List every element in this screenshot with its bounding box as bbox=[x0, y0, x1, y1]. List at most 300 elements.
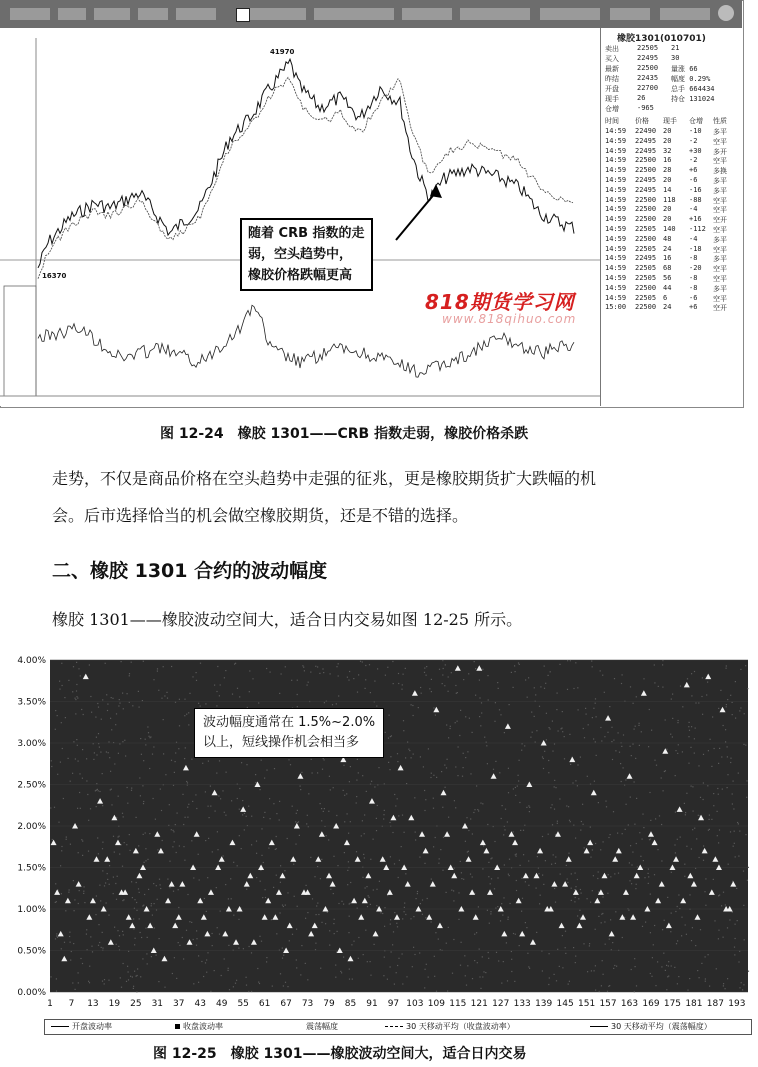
body-paragraph: 橡胶 1301——橡胶波动空间大，适合日内交易如图 12-25 所示。 bbox=[52, 610, 523, 629]
background-speckle bbox=[431, 879, 432, 880]
background-speckle bbox=[475, 695, 476, 696]
background-speckle bbox=[521, 911, 522, 912]
background-speckle bbox=[508, 792, 509, 793]
background-speckle bbox=[435, 715, 436, 716]
background-speckle bbox=[365, 665, 366, 666]
menu-item[interactable] bbox=[540, 8, 600, 20]
background-speckle bbox=[350, 882, 351, 883]
background-speckle bbox=[75, 699, 76, 700]
background-speckle bbox=[329, 776, 330, 777]
background-speckle bbox=[691, 848, 692, 849]
menu-item[interactable] bbox=[460, 8, 530, 20]
background-speckle bbox=[366, 886, 367, 887]
background-speckle bbox=[446, 943, 447, 944]
background-speckle bbox=[425, 799, 426, 800]
background-speckle bbox=[491, 878, 492, 879]
background-speckle bbox=[578, 709, 579, 710]
background-speckle bbox=[198, 703, 199, 704]
background-speckle bbox=[337, 865, 338, 866]
background-speckle bbox=[584, 737, 585, 738]
square-marker-icon bbox=[175, 1024, 180, 1029]
background-speckle bbox=[90, 936, 91, 937]
background-speckle bbox=[582, 804, 583, 805]
background-speckle bbox=[323, 672, 324, 673]
background-speckle bbox=[105, 663, 106, 664]
background-speckle bbox=[118, 705, 119, 706]
background-speckle bbox=[297, 694, 298, 695]
background-speckle bbox=[225, 884, 226, 885]
y-tick-label: 1.50% bbox=[17, 863, 46, 874]
background-speckle bbox=[608, 837, 609, 838]
background-speckle bbox=[728, 864, 729, 865]
background-speckle bbox=[450, 726, 451, 727]
tick-row[interactable] bbox=[605, 137, 739, 147]
background-speckle bbox=[650, 820, 651, 821]
background-speckle bbox=[390, 856, 391, 857]
background-speckle bbox=[573, 825, 574, 826]
background-speckle bbox=[694, 738, 695, 739]
background-speckle bbox=[587, 898, 588, 899]
background-speckle bbox=[493, 769, 494, 770]
quote-cell: 22700 bbox=[637, 84, 659, 92]
background-speckle bbox=[140, 795, 141, 796]
background-speckle bbox=[694, 753, 695, 754]
menu-item[interactable] bbox=[246, 8, 306, 20]
background-speckle bbox=[723, 983, 724, 984]
background-speckle bbox=[196, 672, 197, 673]
background-speckle bbox=[184, 860, 185, 861]
background-speckle bbox=[68, 680, 69, 681]
background-speckle bbox=[726, 665, 727, 666]
tick-row[interactable] bbox=[605, 196, 739, 206]
menu-item[interactable] bbox=[314, 8, 394, 20]
tick-cell: 56 bbox=[663, 274, 672, 282]
background-speckle bbox=[296, 929, 297, 930]
background-speckle bbox=[747, 688, 748, 689]
menu-item[interactable] bbox=[660, 8, 710, 20]
background-speckle bbox=[482, 803, 483, 804]
background-speckle bbox=[686, 934, 687, 935]
background-speckle bbox=[708, 954, 709, 955]
trading-software-screenshot bbox=[0, 0, 744, 408]
background-speckle bbox=[246, 977, 247, 978]
background-speckle bbox=[424, 672, 425, 673]
legend-item: 震荡幅度 bbox=[297, 1021, 338, 1032]
background-speckle bbox=[171, 760, 172, 761]
background-speckle bbox=[367, 906, 368, 907]
background-speckle bbox=[666, 965, 667, 966]
background-speckle bbox=[143, 803, 144, 804]
background-speckle bbox=[108, 980, 109, 981]
tick-row[interactable] bbox=[605, 166, 739, 176]
background-speckle bbox=[485, 972, 486, 973]
background-speckle bbox=[235, 983, 236, 984]
background-speckle bbox=[98, 945, 99, 946]
background-speckle bbox=[709, 815, 710, 816]
background-speckle bbox=[157, 899, 158, 900]
background-speckle bbox=[719, 829, 720, 830]
tick-cell: 多开 bbox=[713, 147, 727, 156]
background-speckle bbox=[404, 907, 405, 908]
background-speckle bbox=[207, 952, 208, 953]
quote-cell: -965 bbox=[637, 104, 654, 112]
price-low-label: 16370 bbox=[42, 272, 67, 280]
background-speckle bbox=[146, 953, 147, 954]
tick-row[interactable] bbox=[605, 147, 739, 157]
background-speckle bbox=[287, 838, 288, 839]
background-speckle bbox=[365, 688, 366, 689]
background-speckle bbox=[413, 916, 414, 917]
background-speckle bbox=[56, 991, 57, 992]
background-speckle bbox=[651, 976, 652, 977]
background-speckle bbox=[347, 677, 348, 678]
background-speckle bbox=[519, 664, 520, 665]
background-speckle bbox=[147, 937, 148, 938]
background-speckle bbox=[294, 896, 295, 897]
background-speckle bbox=[675, 812, 676, 813]
background-speckle bbox=[601, 740, 602, 741]
tick-row[interactable] bbox=[605, 245, 739, 255]
background-speckle bbox=[536, 888, 537, 889]
background-speckle bbox=[188, 712, 189, 713]
background-speckle bbox=[191, 922, 192, 923]
background-speckle bbox=[677, 839, 678, 840]
background-speckle bbox=[534, 716, 535, 717]
background-speckle bbox=[233, 862, 234, 863]
background-speckle bbox=[105, 882, 106, 883]
background-speckle bbox=[117, 876, 118, 877]
background-speckle bbox=[491, 857, 492, 858]
background-speckle bbox=[251, 844, 252, 845]
background-speckle bbox=[338, 675, 339, 676]
background-speckle bbox=[644, 877, 645, 878]
background-speckle bbox=[554, 888, 555, 889]
background-speckle bbox=[111, 697, 112, 698]
background-speckle bbox=[738, 961, 739, 962]
tick-row[interactable] bbox=[605, 274, 739, 284]
background-speckle bbox=[119, 854, 120, 855]
background-speckle bbox=[196, 680, 197, 681]
background-speckle bbox=[179, 699, 180, 700]
background-speckle bbox=[142, 700, 143, 701]
legend-item: 开盘波动率 bbox=[51, 1021, 112, 1032]
price-high-label: 41970 bbox=[270, 48, 295, 56]
background-speckle bbox=[186, 930, 187, 931]
background-speckle bbox=[501, 818, 502, 819]
background-speckle bbox=[695, 945, 696, 946]
background-speckle bbox=[82, 841, 83, 842]
contract-title: 橡胶1301(010701) bbox=[617, 34, 706, 44]
background-speckle bbox=[109, 865, 110, 866]
background-speckle bbox=[151, 903, 152, 904]
background-speckle bbox=[328, 811, 329, 812]
background-speckle bbox=[713, 793, 714, 794]
background-speckle bbox=[555, 863, 556, 864]
tick-row[interactable] bbox=[605, 303, 739, 313]
background-speckle bbox=[102, 773, 103, 774]
background-speckle bbox=[446, 767, 447, 768]
background-speckle bbox=[76, 684, 77, 685]
background-speckle bbox=[743, 984, 744, 985]
background-speckle bbox=[244, 829, 245, 830]
background-speckle bbox=[573, 688, 574, 689]
background-speckle bbox=[468, 673, 469, 674]
background-speckle bbox=[692, 829, 693, 830]
background-speckle bbox=[82, 963, 83, 964]
background-speckle bbox=[55, 883, 56, 884]
menu-item[interactable] bbox=[402, 8, 452, 20]
background-speckle bbox=[575, 886, 576, 887]
background-speckle bbox=[417, 891, 418, 892]
background-speckle bbox=[241, 848, 242, 849]
background-speckle bbox=[269, 798, 270, 799]
crb-vs-rubber-chart bbox=[0, 28, 600, 406]
background-speckle bbox=[144, 862, 145, 863]
background-speckle bbox=[297, 680, 298, 681]
background-speckle bbox=[664, 920, 665, 921]
background-speckle bbox=[555, 856, 556, 857]
background-speckle bbox=[472, 978, 473, 979]
background-speckle bbox=[73, 666, 74, 667]
background-speckle bbox=[480, 988, 481, 989]
background-speckle bbox=[73, 943, 74, 944]
background-speckle bbox=[333, 893, 334, 894]
tick-row[interactable] bbox=[605, 156, 739, 166]
background-speckle bbox=[206, 972, 207, 973]
background-speckle bbox=[199, 879, 200, 880]
background-speckle bbox=[473, 812, 474, 813]
background-speckle bbox=[516, 854, 517, 855]
background-speckle bbox=[571, 873, 572, 874]
tick-row[interactable] bbox=[605, 225, 739, 235]
background-speckle bbox=[529, 811, 530, 812]
tick-row[interactable] bbox=[605, 215, 739, 225]
background-speckle bbox=[550, 807, 551, 808]
background-speckle bbox=[552, 721, 553, 722]
tick-row[interactable] bbox=[605, 127, 739, 137]
menu-item[interactable] bbox=[94, 8, 130, 20]
tick-cell: 空开 bbox=[713, 216, 727, 225]
background-speckle bbox=[723, 985, 724, 986]
background-speckle bbox=[89, 966, 90, 967]
background-speckle bbox=[246, 816, 247, 817]
background-speckle bbox=[703, 754, 704, 755]
background-speckle bbox=[351, 944, 352, 945]
background-speckle bbox=[523, 854, 524, 855]
quote-cell: 昨结 bbox=[605, 75, 619, 83]
background-speckle bbox=[689, 722, 690, 723]
background-speckle bbox=[136, 817, 137, 818]
tick-cell: -6 bbox=[689, 176, 698, 184]
background-speckle bbox=[307, 912, 308, 913]
background-speckle bbox=[107, 879, 108, 880]
background-speckle bbox=[324, 808, 325, 809]
menu-item[interactable] bbox=[138, 8, 168, 20]
background-speckle bbox=[276, 813, 277, 814]
watermark-url: www.818qihuo.com bbox=[442, 312, 577, 326]
background-speckle bbox=[689, 894, 690, 895]
background-speckle bbox=[358, 958, 359, 959]
background-speckle bbox=[670, 931, 671, 932]
background-speckle bbox=[276, 933, 277, 934]
background-speckle bbox=[158, 981, 159, 982]
background-speckle bbox=[556, 709, 557, 710]
background-speckle bbox=[129, 675, 130, 676]
background-speckle bbox=[182, 937, 183, 938]
background-speckle bbox=[475, 668, 476, 669]
background-speckle bbox=[56, 933, 57, 934]
background-speckle bbox=[123, 899, 124, 900]
background-speckle bbox=[431, 691, 432, 692]
background-speckle bbox=[220, 684, 221, 685]
background-speckle bbox=[700, 797, 701, 798]
background-speckle bbox=[163, 666, 164, 667]
background-speckle bbox=[615, 750, 616, 751]
tick-cell: 22495 bbox=[635, 185, 657, 194]
background-speckle bbox=[474, 934, 475, 935]
background-speckle bbox=[634, 824, 635, 825]
background-speckle bbox=[126, 981, 127, 982]
tick-row[interactable] bbox=[605, 264, 739, 274]
background-speckle bbox=[712, 716, 713, 717]
background-speckle bbox=[346, 793, 347, 794]
background-speckle bbox=[511, 971, 512, 972]
menu-item[interactable] bbox=[58, 8, 86, 20]
background-speckle bbox=[649, 839, 650, 840]
background-speckle bbox=[536, 730, 537, 731]
tick-cell: 22500 bbox=[635, 303, 657, 312]
background-speckle bbox=[721, 905, 722, 906]
tick-cell: +30 bbox=[689, 146, 702, 155]
background-speckle bbox=[312, 772, 313, 773]
background-speckle bbox=[451, 672, 452, 673]
background-speckle bbox=[335, 977, 336, 978]
background-speckle bbox=[333, 856, 334, 857]
background-speckle bbox=[672, 736, 673, 737]
background-speckle bbox=[99, 885, 100, 886]
background-speckle bbox=[145, 739, 146, 740]
background-speckle bbox=[117, 930, 118, 931]
menu-item[interactable] bbox=[610, 8, 650, 20]
tick-row[interactable] bbox=[605, 176, 739, 186]
tick-row[interactable] bbox=[605, 254, 739, 264]
background-speckle bbox=[76, 690, 77, 691]
background-speckle bbox=[504, 732, 505, 733]
background-speckle bbox=[639, 832, 640, 833]
tick-row[interactable] bbox=[605, 235, 739, 245]
background-speckle bbox=[540, 686, 541, 687]
background-speckle bbox=[407, 742, 408, 743]
background-speckle bbox=[631, 864, 632, 865]
background-speckle bbox=[543, 768, 544, 769]
menu-item[interactable] bbox=[10, 8, 50, 20]
background-speckle bbox=[391, 951, 392, 952]
background-speckle bbox=[636, 798, 637, 799]
background-speckle bbox=[249, 946, 250, 947]
background-speckle bbox=[497, 877, 498, 878]
background-speckle bbox=[726, 704, 727, 705]
background-speckle bbox=[672, 718, 673, 719]
background-speckle bbox=[266, 957, 267, 958]
background-speckle bbox=[739, 951, 740, 952]
background-speckle bbox=[622, 674, 623, 675]
background-speckle bbox=[163, 753, 164, 754]
background-speckle bbox=[65, 910, 66, 911]
background-speckle bbox=[183, 846, 184, 847]
tick-cell: 28 bbox=[663, 166, 672, 175]
background-speckle bbox=[69, 936, 70, 937]
background-speckle bbox=[487, 824, 488, 825]
line-marker-icon bbox=[51, 1026, 69, 1027]
background-speckle bbox=[274, 768, 275, 769]
background-speckle bbox=[251, 816, 252, 817]
background-speckle bbox=[410, 918, 411, 919]
background-speckle bbox=[595, 965, 596, 966]
background-speckle bbox=[677, 940, 678, 941]
tick-row[interactable] bbox=[605, 186, 739, 196]
price-chart-pane[interactable] bbox=[0, 28, 601, 406]
tick-row[interactable] bbox=[605, 294, 739, 304]
window-icon[interactable] bbox=[236, 8, 250, 22]
tick-cell: 空平 bbox=[713, 275, 727, 283]
background-speckle bbox=[57, 937, 58, 938]
background-speckle bbox=[384, 907, 385, 908]
menu-item[interactable] bbox=[176, 8, 216, 20]
tick-cell: 14:59 bbox=[605, 244, 627, 253]
background-speckle bbox=[565, 947, 566, 948]
background-speckle bbox=[261, 855, 262, 856]
background-speckle bbox=[713, 879, 714, 880]
background-speckle bbox=[217, 666, 218, 667]
background-speckle bbox=[390, 966, 391, 967]
tick-row[interactable] bbox=[605, 284, 739, 294]
background-speckle bbox=[101, 719, 102, 720]
background-speckle bbox=[219, 934, 220, 935]
background-speckle bbox=[88, 981, 89, 982]
tick-cell: 14:59 bbox=[605, 176, 627, 184]
background-speckle bbox=[61, 850, 62, 851]
background-speckle bbox=[433, 707, 434, 708]
background-speckle bbox=[577, 785, 578, 786]
help-icon[interactable] bbox=[718, 5, 734, 21]
background-speckle bbox=[171, 666, 172, 667]
background-speckle bbox=[671, 699, 672, 700]
background-speckle bbox=[57, 715, 58, 716]
background-speckle bbox=[296, 813, 297, 814]
background-speckle bbox=[266, 961, 267, 962]
background-speckle bbox=[442, 870, 443, 871]
tick-cell: 22490 bbox=[635, 127, 657, 135]
background-speckle bbox=[88, 851, 89, 852]
background-speckle bbox=[132, 976, 133, 977]
background-speckle bbox=[76, 739, 77, 740]
background-speckle bbox=[334, 919, 335, 920]
background-speckle bbox=[484, 737, 485, 738]
background-speckle bbox=[235, 663, 236, 664]
tick-cell: 多换 bbox=[713, 167, 727, 176]
background-speckle bbox=[604, 921, 605, 922]
background-speckle bbox=[735, 924, 736, 925]
background-speckle bbox=[176, 978, 177, 979]
background-speckle bbox=[174, 772, 175, 773]
background-speckle bbox=[77, 808, 78, 809]
background-speckle bbox=[122, 813, 123, 814]
background-speckle bbox=[93, 759, 94, 760]
tick-row[interactable] bbox=[605, 205, 739, 215]
background-speckle bbox=[398, 877, 399, 878]
background-speckle bbox=[263, 862, 264, 863]
background-speckle bbox=[504, 864, 505, 865]
